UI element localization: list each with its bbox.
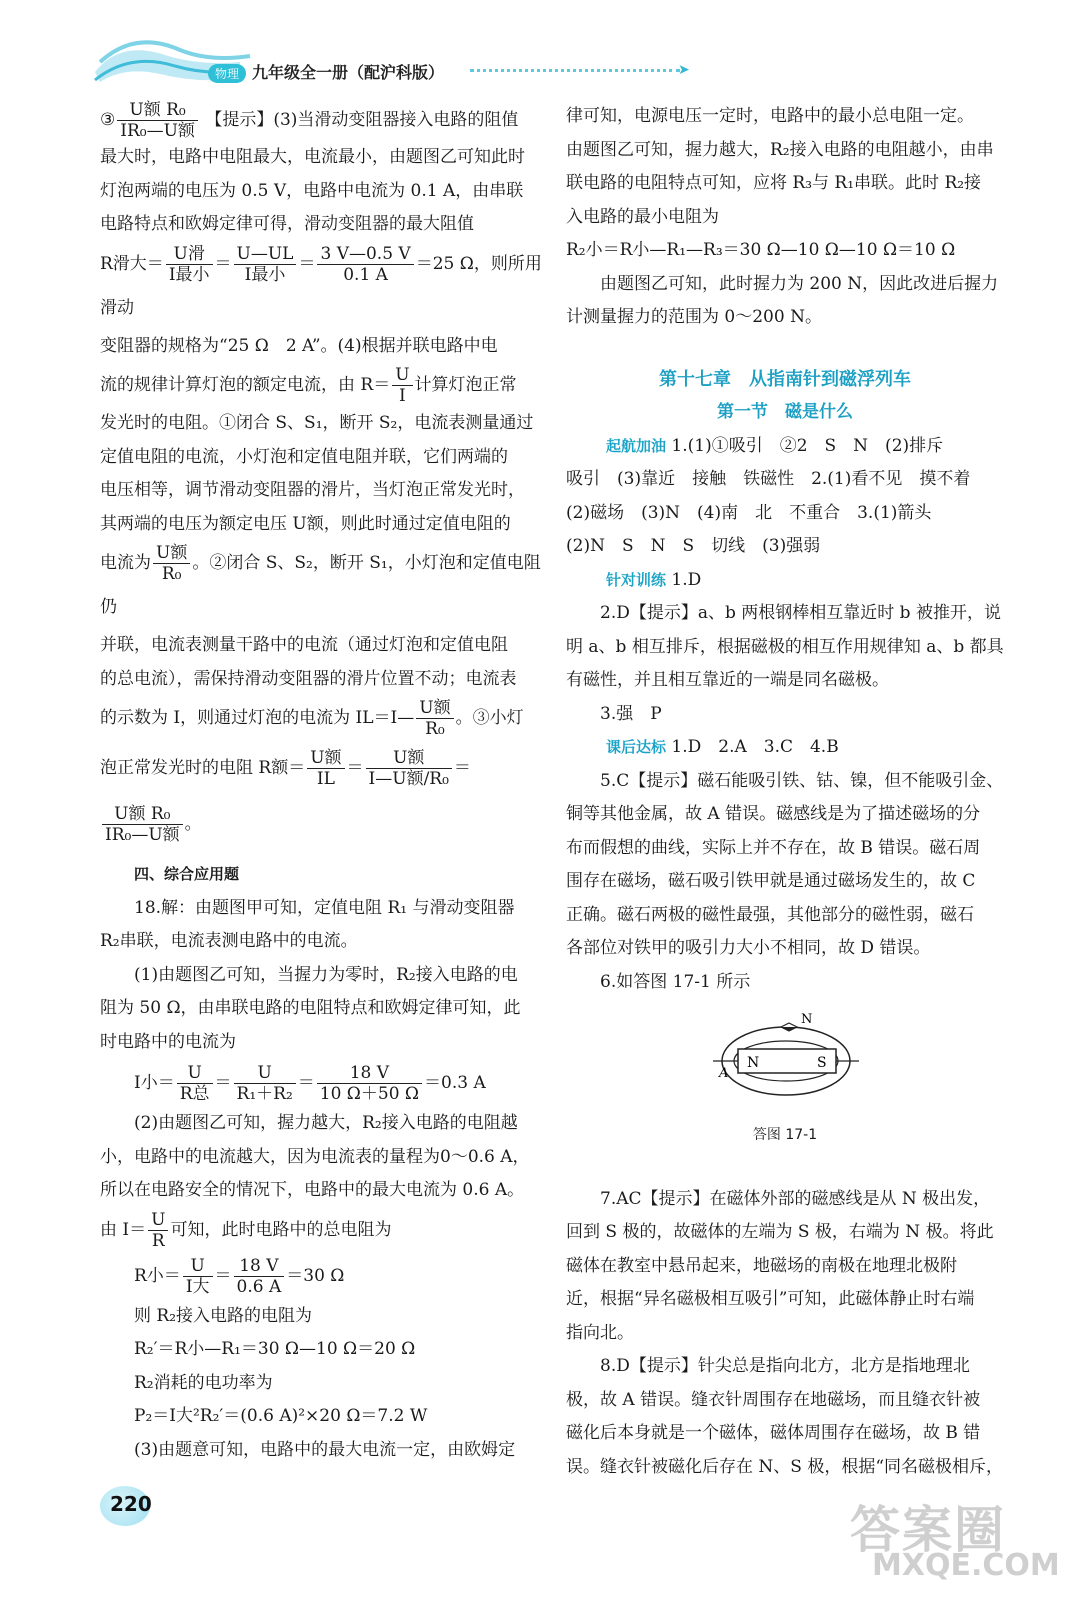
text-line: 阻为 50 Ω，由串联电路的电阻特点和欧姆定律可知，此 <box>100 998 521 1018</box>
text-line: (1)由题图乙可知，当握力为零时，R₂接入电路的电 <box>134 964 518 985</box>
text-line: 联电路的电阻特点可知，应将 R₃与 R₁串联。此时 R₂接 <box>566 173 982 193</box>
point-a-label: A <box>719 1066 729 1081</box>
subject-badge: 物理 <box>208 64 246 83</box>
answer-line: 7.AC【提示】在磁体外部的磁感线是从 N 极出发， <box>600 1188 991 1209</box>
magnet-figure <box>566 999 1004 1119</box>
text-line: 计测量握力的范围为 0～200 N。 <box>566 307 822 327</box>
lesson-title: 第一节 磁是什么 <box>717 402 853 422</box>
answer-line: 6.如答图 17-1 所示 <box>600 971 751 992</box>
header-wave-decoration <box>0 0 260 100</box>
header-arrow-icon: ➤ <box>678 62 690 78</box>
text-line: 小，电路中的电流越大，因为电流表的量程为0～0.6 A， <box>100 1146 530 1167</box>
text-line: 由 I＝ $\frac{U}{R}$ 可知，此时电路中的总电阻为 <box>100 1209 392 1251</box>
answer-line: 5.C【提示】磁石能吸引铁、钴、镍，但不能吸引金、 <box>600 770 1004 791</box>
text-line: 由题图乙可知，此时握力为 200 N，因此改进后握力 <box>600 273 999 294</box>
book-title: 九年级全一册（配沪科版） <box>252 63 445 82</box>
text-line: 并联，电流表测量干路中的电流（通过灯泡和定值电阻 <box>100 635 508 655</box>
answer-line: 误。缝衣针被磁化后存在 N、S 极，根据“同名磁极相斥， <box>566 1456 1004 1477</box>
answer-line: 铜等其他金属，故 A 错误。磁感线是为了描述磁场的分 <box>566 804 981 824</box>
text-line: 其两端的电压为额定电压 U额，则此时通过定值电阻的 <box>100 513 511 534</box>
text-line: 定值电阻的电流，小灯泡和定值电阻并联，它们两端的 <box>100 446 508 467</box>
text-line: 由题图乙可知，握力越大，R₂接入电路的电阻越小，由串 <box>566 139 994 160</box>
answer-line: 明 a、b 相互排斥，根据磁极的相互作用规律知 a、b 都具 <box>566 636 1004 657</box>
text-line: R₂串联，电流表测电路中的电流。 <box>100 931 358 951</box>
right-column <box>566 100 1004 1484</box>
text-line: 时电路中的电流为 <box>100 1031 236 1052</box>
equation-line: R₂小＝R小—R₁—R₃＝30 Ω—10 Ω—10 Ω＝10 Ω <box>566 240 956 260</box>
text-line: 的总电流），需保持滑动变阻器的滑片位置不动；电流表 <box>100 668 517 689</box>
answer-line: 回到 S 极的，故磁体的左端为 S 极，右端为 N 极。将此 <box>566 1222 994 1242</box>
page-header <box>0 0 1074 100</box>
text-line: 灯泡两端的电压为 0.5 V，电路中电流为 0.1 A，由串联 <box>100 180 524 201</box>
equation-line: R滑大＝ $\frac{\text{U滑}}{\text{I最小}}$ ＝ $\frac{U—UL}{\text{I最小}}$ ＝ $\frac{3 V—0.5 V}{0.1 A}$ ＝25 Ω，则所用滑动 <box>100 243 542 318</box>
text-line: 最大时，电路中电阻最大，电流最小，由题图乙可知此时 <box>100 147 525 167</box>
text-line: 律可知，电源电压一定时，电路中的最小总电阻一定。 <box>566 106 974 126</box>
answer-line: 起航加油 1.(1)①吸引 ②2 S N (2)排斥 <box>606 435 944 456</box>
answer-line: 磁化后本身就是一个磁体，磁体周围存在磁场，故 B 错 <box>566 1423 981 1443</box>
figure-caption: 答图 17-1 <box>752 1127 818 1143</box>
answer-line: 指向北。 <box>566 1322 634 1343</box>
watermark <box>850 1490 1070 1595</box>
equation-line: I小＝ $\frac{U}{\text{R总}}$ ＝ $\frac{U}{\text{R₁＋R₂}}$ ＝ $\frac{18 V}{10 \Omega+50 \Omega}$ ＝0.3 A <box>134 1063 486 1104</box>
answer-line: 吸引 (3)靠近 接触 铁磁性 2.(1)看不见 摸不着 <box>566 469 971 489</box>
text-line: 变阻器的规格为“25 Ω 2 A”。(4)根据并联电路中电 <box>100 335 498 356</box>
needle-n-label: N <box>801 1012 813 1027</box>
text-line: 电压相等，调节滑动变阻器的滑片，当灯泡正常发光时， <box>100 480 525 500</box>
answer-line: 布而假想的曲线，实际上并不存在，故 B 错误。磁石周 <box>566 837 981 858</box>
header-dots <box>470 69 680 72</box>
chapter-title: 第十七章 从指南针到磁浮列车 <box>659 368 911 390</box>
answer-line: 近，根据“异名磁极相互吸引”可知，此磁体静止时右端 <box>566 1289 975 1309</box>
magnet-n-label: N <box>747 1055 760 1071</box>
text-line: 入电路的最小电阻为 <box>566 206 719 227</box>
answer-line: 8.D【提示】针尖总是指向北方，北方是指地理北 <box>600 1356 970 1376</box>
answer-line: 有磁性，并且相互靠近的一端是同名磁极。 <box>566 670 889 690</box>
answer-line: 极，故 A 错误。缝衣针周围存在地磁场，而且缝衣针被 <box>566 1389 981 1410</box>
text-line: 的示数为 I，则通过灯泡的电流为 IL＝I— $\frac{\text{U额}}{\text{R₀}}$ 。③小灯 <box>100 698 524 739</box>
answer-line: 2.D【提示】a、b 两根钢棒相互靠近时 b 被推开，说 <box>600 603 1001 623</box>
text-line: (3)由题意可知，电路中的最大电流一定，由欧姆定 <box>134 1439 516 1460</box>
answer-line: 围存在磁场，磁石吸引铁甲就是通过磁场发生的，故 C <box>566 871 976 891</box>
page-number: 220 <box>110 1492 152 1516</box>
answer-line: 各部位对铁甲的吸引力大小不相同，故 D 错误。 <box>566 938 931 958</box>
answer-line: 3.强 P <box>600 703 662 724</box>
page-number-badge <box>100 1486 160 1526</box>
left-column <box>100 100 543 1467</box>
text-line: R₂消耗的电功率为 <box>134 1372 273 1393</box>
text-line: 18.解：由题图甲可知，定值电阻 R₁ 与滑动变阻器 <box>134 897 515 918</box>
section-tag: 针对训练 <box>606 570 667 589</box>
text-line: 发光时的电阻。①闭合 S、S₁，断开 S₂，电流表测量通过 <box>100 413 534 433</box>
text-line: 所以在电路安全的情况下，电路中的最大电流为 0.6 A。 <box>100 1180 525 1200</box>
equation-line: R₂′＝R小—R₁＝30 Ω—10 Ω＝20 Ω <box>134 1339 416 1359</box>
equation-line: P₂＝I大²R₂′＝(0.6 A)²×20 Ω＝7.2 W <box>134 1406 428 1426</box>
section-tag: 课后达标 <box>606 738 667 756</box>
equation-line: 泡正常发光时的电阻 R额＝ $\frac{\text{U额}}{IL}$ ＝ $\frac{\text{U额}}{\text{I—U额/R₀}}$ ＝ $\frac{\text{U额 R₀}}{\text{IR₀—U额}}$ 。 <box>100 748 471 845</box>
equation-line: R小＝ $\frac{U}{\text{I大}}$ ＝ $\frac{18 V}{0.6 A}$ ＝30 Ω <box>134 1255 345 1297</box>
answer-line: (2)磁场 (3)N (4)南 北 不重合 3.(1)箭头 <box>566 502 932 523</box>
answer-line: 课后达标 1.D 2.A 3.C 4.B <box>606 737 839 757</box>
answer-line: (2)N S N S 切线 (3)强弱 <box>566 536 821 556</box>
answer-line: 针对训练 1.D <box>606 569 702 590</box>
watermark-url: MXQE.COM <box>872 1548 1060 1583</box>
text-line: 则 R₂接入电路的电阻为 <box>134 1305 313 1326</box>
section-tag: 起航加油 <box>606 436 667 455</box>
answer-line: 正确。磁石两极的磁性最强，其他部分的磁性弱，磁石 <box>566 904 974 925</box>
text-line: (2)由题图乙可知，握力越大，R₂接入电路的电阻越 <box>134 1113 518 1133</box>
text-line: ③ $\frac{\text{U额 R₀}}{\text{IR₀—U额}}$ 【提示】(3)当滑动变阻器接入电路的阻值 <box>100 100 519 141</box>
text-line: 流的规律计算灯泡的额定电流，由 R＝ $\frac{U}{I}$ 计算灯泡正常 <box>100 365 517 406</box>
watermark-logo: 答案圈 <box>850 1501 1006 1559</box>
answer-line: 磁体在教室中悬吊起来，地磁场的南极在地理北极附 <box>566 1255 957 1276</box>
magnet-diagram <box>711 1003 861 1115</box>
text-line: 电路特点和欧姆定律可得，滑动变阻器的最大阻值 <box>100 214 474 234</box>
section-heading: 四、综合应用题 <box>134 865 240 883</box>
magnet-s-label: S <box>817 1055 827 1071</box>
text-line: 电流为 $\frac{\text{U额}}{\text{R₀}}$ 。②闭合 S、S₂，断开 S₁，小灯泡和定值电阻仍 <box>100 543 541 617</box>
